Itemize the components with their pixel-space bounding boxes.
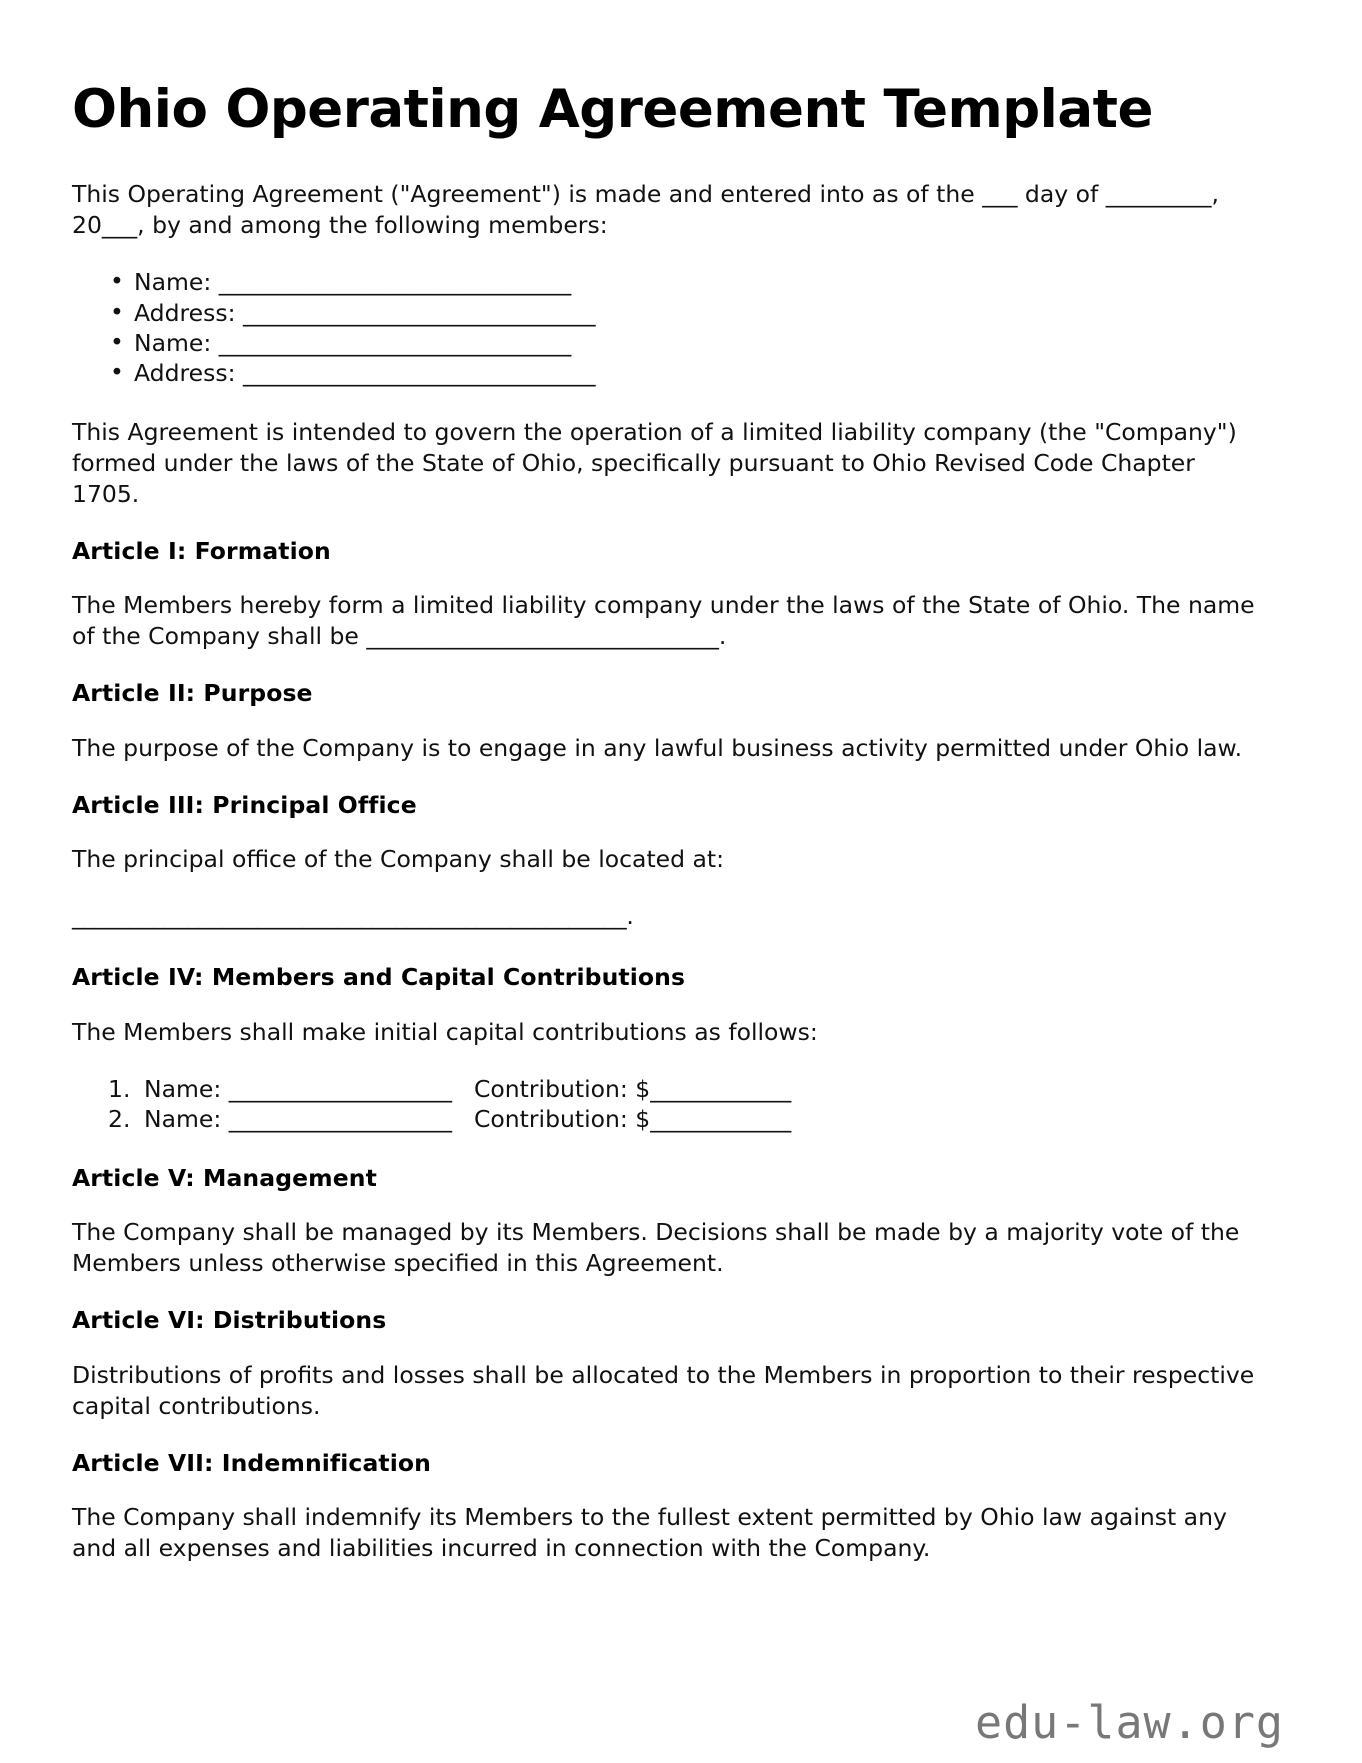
list-item xyxy=(108,1104,1284,1134)
article-body-vi: Distributions of profits and losses shall be allocated to the Members in proportion to their respective capital contributions. xyxy=(72,1360,1255,1420)
article-body-iii: The principal office of the Company shall be located at: xyxy=(72,845,725,874)
contribution-name-1: Name: ___________________ xyxy=(144,1074,452,1103)
list-item xyxy=(108,1074,1284,1104)
article-body-ii: The purpose of the Company is to engage in any lawful business activity permitted under Ohio law. xyxy=(72,733,1243,762)
governing-law-paragraph: This Agreement is intended to govern the operation of a limited liability company (the "Company") formed under the laws of the State of Ohio, specifically pursuant to Ohio Revised Code Chapter 1705. xyxy=(72,417,1237,508)
article-heading-vi: Article VI: Distributions xyxy=(72,1306,387,1335)
list-item: • Address: ______________________________ xyxy=(110,298,1284,328)
article-heading-i: Article I: Formation xyxy=(72,536,331,565)
contribution-name-2: Name: ___________________ xyxy=(144,1105,452,1134)
list-item: • Name: ______________________________ xyxy=(110,328,1284,358)
page-title: Ohio Operating Agreement Template xyxy=(72,79,1153,140)
article-heading-vii: Article VII: Indemnification xyxy=(72,1448,431,1477)
article-heading-iv: Article IV: Members and Capital Contributions xyxy=(72,963,686,992)
contribution-amount-2: Contribution: $____________ xyxy=(474,1105,792,1134)
list-item: • Name: ______________________________ xyxy=(110,267,1284,297)
article-heading-v: Article V: Management xyxy=(72,1163,377,1192)
principal-office-blank: ________________________________________________. xyxy=(72,902,634,931)
article-heading-ii: Article II: Purpose xyxy=(72,679,313,708)
site-watermark: edu-law.org xyxy=(974,1696,1284,1749)
contribution-amount-1: Contribution: $____________ xyxy=(474,1074,792,1103)
member-blank-list xyxy=(72,267,1284,388)
article-body-i: The Members hereby form a limited liability company under the laws of the State of Ohio. The name of the Company shall be ______________________________. xyxy=(72,591,1255,651)
article-body-iv: The Members shall make initial capital contributions as follows: xyxy=(72,1017,818,1046)
intro-paragraph: This Operating Agreement ("Agreement") is made and entered into as of the ___ day of _________, 20___, by and among the following members: xyxy=(72,180,1219,240)
capital-contribution-list xyxy=(72,1074,1284,1135)
article-body-vii: The Company shall indemnify its Members to the fullest extent permitted by Ohio law against any and all expenses and liabilities incurred in connection with the Company. xyxy=(72,1503,1227,1563)
article-heading-iii: Article III: Principal Office xyxy=(72,790,417,819)
list-item: • Address: ______________________________ xyxy=(110,358,1284,388)
article-body-v: The Company shall be managed by its Members. Decisions shall be made by a majority vote of the Members unless otherwise specified in this Agreement. xyxy=(72,1218,1240,1278)
